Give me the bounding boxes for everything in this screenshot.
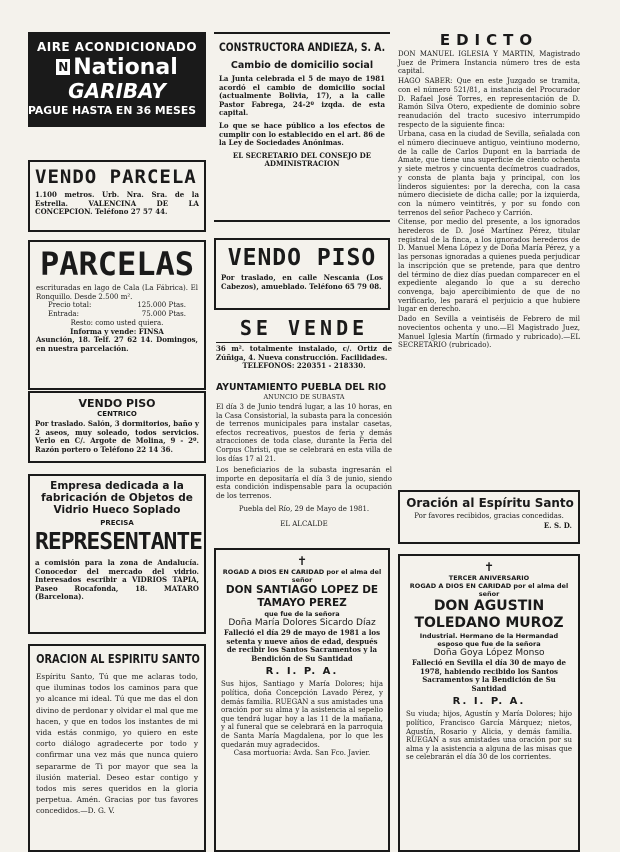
esquela2-name: DON AGUSTIN TOLEDANO MUROZ xyxy=(414,598,564,631)
esquela1-fallecio: Falleció el día 29 de mayo de 1981 a los setenta y nueve años de edad, después de recibir los Santos Sacramentos y la Bendición de Su Santidad xyxy=(223,628,381,663)
esquela2-text: Su viuda; hijos, Agustín y María Dolores; hijo político, Francisco García Márquez; nietos, Agustín, Rosario y Alicia, y demás familia. RUEGAN a sus amistades una oración por su alma y la asistencia a alguna de las misas que se celebrarán el día 30 de los corrientes. xyxy=(406,710,572,762)
oracion2-text: Por favores recibidos, gracias concedidas. xyxy=(414,512,564,520)
esquela1-casa: Casa mortuoria: Avda. San Fco. Javier. xyxy=(233,749,371,758)
constructora-andieza-notice xyxy=(214,32,390,222)
ayuntamiento-firma: EL ALCALDE xyxy=(280,519,328,528)
esquela1-que-fue: que fue de la señora xyxy=(264,610,340,618)
parcelas-ad xyxy=(28,240,206,390)
empresa-text: a comisión para la zona de Andalucía. Conocedor del mercado del vidrio. Interesados escribir a VIDRIOS TAPIA, Paseo Rocafonda, 18. MATARO (Barcelona). xyxy=(35,558,199,602)
andieza-p2: Lo que se hace público a los efectos de cumplir con lo establecido en el art. 86 de la Ley de Sociedades Anónimas. xyxy=(219,120,385,148)
parcelas-informa: Informa y vende: FINSA xyxy=(70,326,164,336)
oracion-espiritu-santo-small-ad xyxy=(398,490,580,544)
esquela1-wife: Doña María Dolores Sicardo Díaz xyxy=(228,618,376,628)
esquela1-rogad: ROGAD A DIOS EN CARIDAD por el alma del señor xyxy=(222,568,382,584)
edicto-title: EDICTO xyxy=(439,31,539,49)
parcelas-title: PARCELAS xyxy=(39,245,195,283)
oracion-text: Espíritu Santo, Tú que me aclaras todo, que iluminas todos los caminos para que yo alcance mi ideal. Tú que me das el don divino de perdonar y olvidar el mal que me hacen, y que en todos los instantes de mi vida estás conmigo, yo quiero en este corto diálogo agradecerte por todo y confirmar una vez más que nunca quiero separarme de Ti por mayor que sea la ilusión material. Deseo estar contigo y todos mis seres queridos en la gloria perpetua. Amén. Gracias por tus favores concedidos.—D. G. V. xyxy=(36,672,198,816)
andieza-signature: EL SECRETARIO DEL CONSEJO DE ADMINISTRACION xyxy=(232,150,372,169)
esquela1-text: Sus hijos, Santiago y María Dolores; hija política, doña Concepción Lavado Pérez, y demás familia. RUEGAN a sus amistades una oración por su alma y la asistencia al sepelio que tendrá lugar hoy a las 11 de la mañana, y al funeral que se celebrará en la parroquia de Santa María Magdalena, por lo que les quedarán muy agradecidos. xyxy=(221,680,383,749)
edicto-p3: Urbana, casa en la ciudad de Sevilla, señalada con el número diecinueve antiguo, veintiuno moderno, de la calle de Carlos Dupont en la barriada de Amate, que tiene una superficie de ciento ochenta y siete metros y cincuenta decímetros cuadrados, y consta de planta baja y principal, con los linderos siguientes: por la derecha, con la casa número diecisiete de dicha calle; por la izquierda, con la número veintitrés, y por su fondo con terrenos del señor Pacheco y Carrión. xyxy=(398,130,580,217)
edicto-p5: Dado en Sevilla a veintiséis de Febrero de mil novecientos ochenta y uno.—El Magistrado Juez, Manuel Iglesia Martín (firmado y rubricado).—EL SECRETARIO (rubricado). xyxy=(398,315,580,350)
ayuntamiento-notice xyxy=(214,382,394,531)
parcelas-resto: Resto: como usted quiera. xyxy=(70,319,164,328)
parcelas-text: escrituradas en lago de Cala (La Fábrica). El Ronquillo. Desde 2.500 m². xyxy=(36,284,198,301)
cross-icon: ✝ xyxy=(296,554,308,568)
aire-acondicionado-ad xyxy=(28,32,206,127)
vendo-parcela-ad xyxy=(28,160,206,232)
andieza-p1: La Junta celebrada el 5 de mayo de 1981 acordó el cambio de domicilio social (actualmente Bolivia, 17), a la calle Pastor Fabrega, 24-2º izqda. de esta capital. xyxy=(219,74,385,118)
national-logo-icon: N xyxy=(58,60,69,74)
esquela-toledano xyxy=(398,554,580,852)
empresa-vidrio-ad xyxy=(28,474,206,634)
empresa-precisa: PRECISA xyxy=(100,519,134,527)
edicto-p1: DON MANUEL IGLESIA Y MARTIN, Magistrado Juez de Primera Instancia número tres de esta capital. xyxy=(398,50,580,76)
esquela2-rogad: ROGAD A DIOS EN CARIDAD por el alma del señor xyxy=(409,582,569,598)
garibay-brand: GARIBAY xyxy=(68,79,166,103)
esquela-lopez-tamayo xyxy=(214,548,390,852)
esquela1-ripa: R. I. P. A. xyxy=(265,666,339,678)
ayuntamiento-title: AYUNTAMIENTO PUEBLA DEL RIO xyxy=(216,382,387,393)
se-vende-ad xyxy=(214,314,394,371)
esquela2-fallecio: Falleció en Sevilla el día 30 de mayo de 1978, habiendo recibido los Santos Sacramentos y la Bendición de Su Santidad xyxy=(412,658,566,693)
esquela2-esposo: esposo que fue de la señora xyxy=(437,640,541,648)
empresa-title: Empresa dedicada a la fabricación de Objetos de Vidrio Hueco Soplado xyxy=(41,480,193,516)
aire-line3: PAGUE HASTA EN 36 MESES xyxy=(28,104,197,117)
vendo-piso-subtitle: CENTRICO xyxy=(97,410,137,418)
ayuntamiento-fecha: Puebla del Río, 29 de Mayo de 1981. xyxy=(238,504,370,513)
parcelas-entrada-row xyxy=(36,310,198,319)
national-brand xyxy=(28,56,206,80)
se-vende-text: 36 m². totalmente instalado, c/. Ortiz de Zúñiga, 4. Nueva construcción. Facilidades. xyxy=(216,344,392,362)
vendo-parcela-title: VENDO PARCELA xyxy=(35,166,197,188)
entrada-label: Entrada: xyxy=(48,310,79,319)
vendo-piso-title: VENDO PISO xyxy=(78,397,156,410)
price-label: Precio total: xyxy=(48,301,92,310)
edicto-p2: HAGO SABER: Que en este Juzgado se tramita, con el número 521/81, a instancia del Procurador D. Rafael José Torres, en representación de D. Ramón Silva Otero, expediente de dominio sobre reanudación del tracto sucesivo interrumpido respecto de la siguiente finca: xyxy=(398,77,580,129)
edicto-p4: Citense, por medio del presente, a los ignorados herederos de D. José Martínez Pérez, titular registral de la finca, a los ignorados herederos de D. Manuel Mena López y de Doña María Pérez, y a las personas ignoradas a quienes pueda perjudicar la inscripción que se pretende, para que dentro del término de diez días puedan comparecer en el expediente alegando lo que a su derecho convenga, bajo apercibimiento de que de no verificarlo, les parará el perjuicio a que hubiere lugar en derecho. xyxy=(398,218,580,314)
cross-icon: ✝ xyxy=(483,560,495,574)
ayuntamiento-subtitle: ANUNCIO DE SUBASTA xyxy=(263,393,345,401)
parcelas-price-row xyxy=(36,301,198,310)
price-value: 125.000 Ptas. xyxy=(137,301,186,310)
esquela2-wife: Doña Goya López Monso xyxy=(433,648,545,658)
oracion2-signature: E. S. D. xyxy=(543,520,572,530)
parcelas-address: Asunción, 18. Telf. 27 62 14. Domingos, en nuestra parcelación. xyxy=(36,335,198,353)
ayuntamiento-p2: Los beneficiarios de la subasta ingresarán el importe en depositaría el día 3 de junio, siendo esta condición indispensable para la ocupación de los terrenos. xyxy=(216,466,392,500)
andieza-title: CONSTRUCTORA ANDIEZA, S. A. xyxy=(219,40,386,54)
entrada-value: 75.000 Ptas. xyxy=(141,310,186,319)
se-vende-title: SE VENDE xyxy=(216,314,392,343)
esquela2-aniversario: TERCER ANIVERSARIO xyxy=(448,574,530,582)
vendo-piso-text: Por traslado. Salón, 3 dormitorios, baño y 2 aseos, muy soleado, todos servicios. Verlo en C/. Argote de Molina, 9 - 2º. Razón portero o Teléfono 22 14 36. xyxy=(35,419,199,454)
empresa-representante: REPRESENTANTE xyxy=(35,529,203,555)
oracion-espiritu-santo-ad xyxy=(28,644,206,852)
esquela1-name: DON SANTIAGO LOPEZ DE TAMAYO PEREZ xyxy=(225,584,379,609)
aire-line1: AIRE ACONDICIONADO xyxy=(36,40,198,54)
esquela2-ripa: R. I. P. A. xyxy=(452,696,526,708)
vendo-piso-ad xyxy=(214,238,390,310)
brand-name: National xyxy=(73,55,178,80)
andieza-subtitle: Cambio de domicilio social xyxy=(230,60,374,71)
se-vende-tel: TELEFONOS: 220351 - 218330. xyxy=(242,361,366,371)
vendo-piso2-text: Por traslado, en calle Nescania (Los Cabezos), amueblado. Teléfono 65 79 08. xyxy=(221,273,383,291)
ayuntamiento-p1: El día 3 de Junio tendrá lugar, a las 10 horas, en la Casa Consistorial, la subasta para la concesión de terrenos municipales para instalar casetas, efectos recreativos, puestos de feria y demás atracciones de toda clase, durante la Feria del Corpus Christi, que se celebrará en esta villa de los días 17 al 21. xyxy=(216,403,392,463)
vendo-piso-centrico-ad xyxy=(28,391,206,463)
edicto-notice xyxy=(398,32,580,351)
oracion2-title: Oración al Espíritu Santo xyxy=(406,496,574,510)
oracion-title: ORACION AL ESPIRITU SANTO xyxy=(36,652,200,666)
vendo-parcela-text: 1.100 metros. Urb. Nra. Sra. de la Estrella. VALENCINA DE LA CONCEPCION. Teléfono 27 57 44. xyxy=(35,190,199,217)
esquela2-industrial: Industrial. Hermano de la Hermandad xyxy=(419,632,559,640)
vendo-piso2-title: VENDO PISO xyxy=(227,245,377,271)
